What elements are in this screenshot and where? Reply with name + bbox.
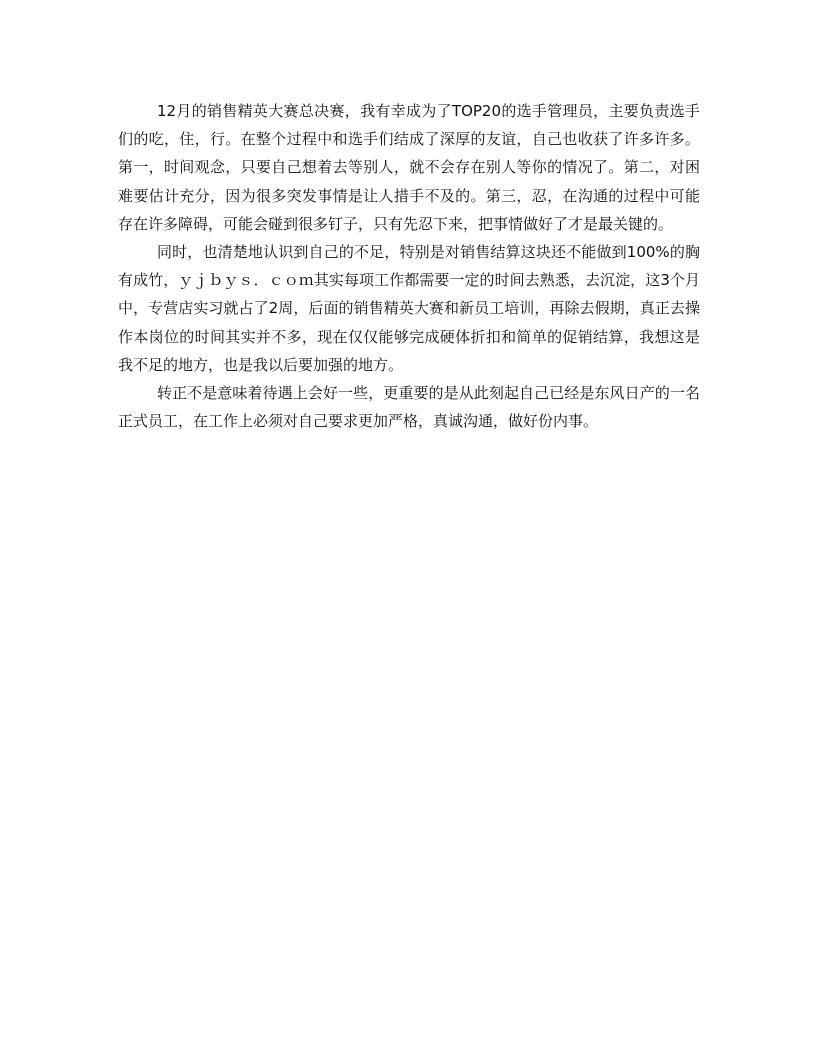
document-body [118,97,700,435]
paragraph-shortcomings: 同时，也清楚地认识到自己的不足，特别是对销售结算这块还不能做到100%的胸有成竹，ｙｊｂｙｓ．ｃｏｍ其实每项工作都需要一定的时间去熟悉，去沉淀，这3个月中，专营店实习就占了2周，后面的销售精英大赛和新员工培训，再除去假期，真正去操作本岗位的时间其实并不多，现在仅仅能够完成硬体折扣和简单的促销结算，我想这是我不足的地方，也是我以后要加强的地方。 [118,243,700,374]
paragraph-sales-contest: 12月的销售精英大赛总决赛，我有幸成为了TOP20的选手管理员，主要负责选手们的吃，住，行。在整个过程中和选手们结成了深厚的友谊，自己也收获了许多许多。第一，时间观念，只要自己想着去等别人，就不会存在别人等你的情况了。第二，对困难要估计充分，因为很多突发事情是让人措手不及的。第三，忍，在沟通的过程中可能存在许多障碍，可能会碰到很多钉子，只有先忍下来，把事情做好了才是最关键的。 [118,102,700,233]
paragraph-regularization: 转正不是意味着待遇上会好一些，更重要的是从此刻起自己已经是东风日产的一名正式员工，在工作上必须对自己要求更加严格，真诚沟通，做好份内事。 [118,384,700,431]
